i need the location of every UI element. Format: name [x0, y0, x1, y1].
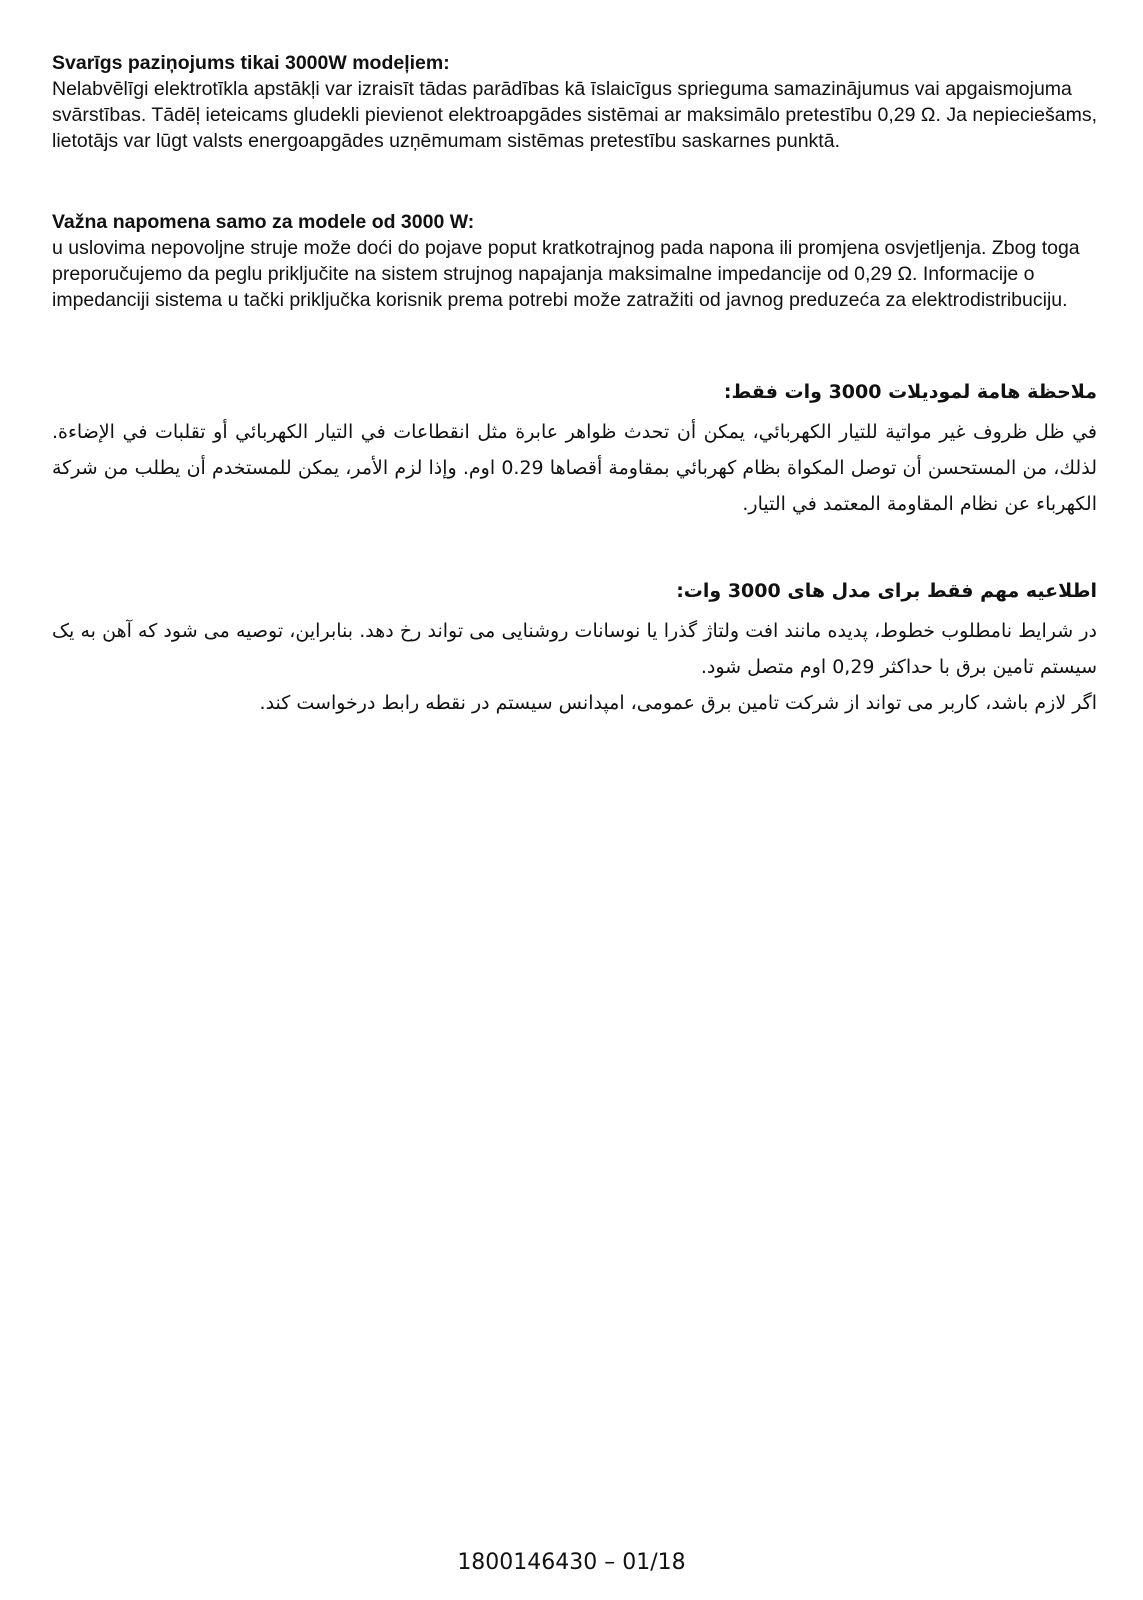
- latvian-notice-heading: Svarīgs paziņojums tikai 3000W modeļiem:: [52, 52, 450, 74]
- arabic-notice-heading: ملاحظة هامة لموديلات 3000 وات فقط:: [723, 381, 1097, 403]
- bosnian-notice: [52, 209, 1097, 313]
- document-code-footer: 1800146430 – 01/18: [457, 1550, 686, 1575]
- persian-notice-body: در شرایط نامطلوب خطوط، پدیده مانند افت ولتاژ گذرا یا نوسانات روشنایی می تواند رخ دهد. بنابراین، توصیه می شود که آهن به یک سیستم تامین برق با حداکثر 0,29 اوم متصل شود.: [52, 620, 1097, 678]
- arabic-notice: [52, 378, 1097, 522]
- latvian-notice-body: Nelabvēlīgi elektrotīkla apstākļi var izraisīt tādas parādības kā īslaicīgus sprieguma samazinājumus vai apgaismojuma svārstības. Tādēļ ieteicams gludekli pievienot elektroapgādes sistēmai ar maksimālo pretestību 0,29 Ω. Ja nepieciešams, lietotājs var lūgt valsts energoapgādes uzņēmumam sistēmas pretestību saskarnes punktā.: [52, 78, 1097, 152]
- latvian-notice: [52, 50, 1097, 154]
- bosnian-notice-body: u uslovima nepovoljne struje može doći do pojave poput kratkotrajnog pada napona ili promjena osvjetljenja. Zbog toga preporučujemo da peglu priključite na sistem strujnog napajanja maksimalne impedancije od 0,29 Ω. Informacije o impedanciji sistema u tački priključka korisnik prema potrebi može zatražiti od javnog preduzeća za elektrodistribuciju.: [52, 237, 1080, 311]
- persian-notice-heading: اطلاعیه مهم فقط برای مدل های 3000 وات:: [676, 580, 1097, 602]
- persian-notice: [52, 577, 1097, 721]
- arabic-notice-body: في ظل ظروف غير مواتية للتيار الكهربائي، يمكن أن تحدث ظواهر عابرة مثل انقطاعات في التيار الكهربائي أو تقلبات في الإضاءة. لذلك، من المستحسن أن توصل المكواة بظام كهربائي بمقاومة أقصاها 0.29 اوم. وإذا لزم الأمر، يمكن للمستخدم أن يطلب من شركة الكهرباء عن نظام المقاومة المعتمد في التيار.: [52, 421, 1097, 515]
- bosnian-notice-heading: Važna napomena samo za modele od 3000 W:: [52, 211, 475, 233]
- persian-notice-body-line2: اگر لازم باشد، کاربر می تواند از شرکت تامین برق عمومی، امپدانس سیستم در نقطه رابط درخواست کند.: [259, 692, 1097, 714]
